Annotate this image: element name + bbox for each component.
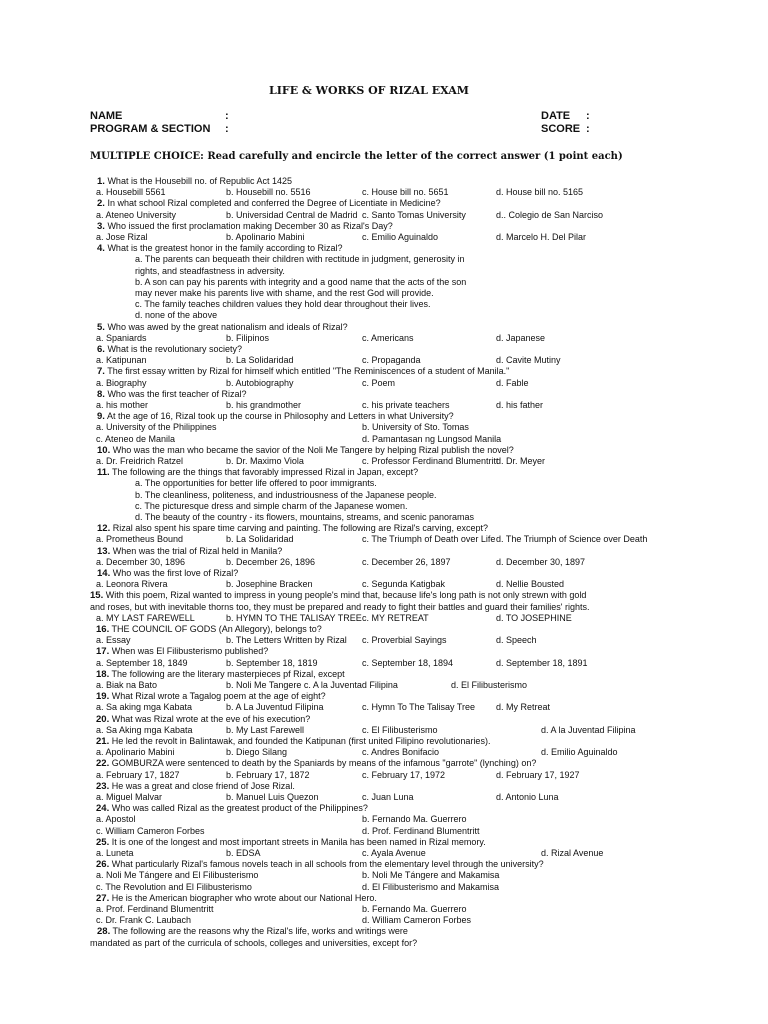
question-number: 13.	[97, 545, 111, 557]
answer-option: may never make his parents live with shame, and the rest God will provide.	[135, 288, 434, 298]
answer-option: b. September 18, 1819	[226, 657, 318, 668]
question-text: What is the greatest honor in the family according to Rizal?	[104, 243, 343, 254]
answer-option: a. Sa Aking mga Kabata	[96, 724, 193, 735]
answer-option: c. Emilio Aguinaldo	[362, 232, 439, 242]
question-stem	[96, 736, 490, 747]
answer-option: d. A la Juventad Filipina	[541, 724, 636, 735]
question-text: With this poem, Rizal wanted to impress in young people's mind that, because life's long path is not only strewn with gold	[103, 590, 587, 601]
answer-option: a. Dr. Freidrich Ratzel	[96, 456, 184, 466]
answer-option: a. Sa aking mga Kabata	[96, 702, 193, 713]
answer-option: c. The picturesque dress and simple charm of the Japanese women.	[135, 500, 408, 511]
question-text: The following are the reasons why the Rizal's life, works and writings were	[110, 926, 408, 937]
question-stem	[97, 221, 393, 232]
answer-option: a. The parents can bequeath their children with rectitude in judgment, generosity in	[135, 254, 465, 265]
question-text: The first essay written by Rizal for himself which entitled "The Reminiscences of a student of Manila."	[104, 366, 510, 377]
answer-option: a. Housebill 5561	[96, 187, 166, 198]
answer-option: c. Americans	[362, 332, 414, 343]
answer-option: a. Jose Rizal	[96, 232, 148, 242]
instructions: MULTIPLE CHOICE: Read carefully and encircle the letter of the correct answer (1 point each)	[90, 151, 623, 162]
answer-option: b. The cleanliness, politeness, and industriousness of the Japanese people.	[135, 489, 437, 500]
answer-option: a. The opportunities for better life offered to poor immigrants.	[135, 478, 377, 489]
question-stem	[97, 926, 408, 937]
question-stem	[97, 467, 418, 478]
answer-option: c. MY RETREAT	[362, 612, 429, 623]
answer-option: d. Dr. Meyer	[496, 456, 546, 466]
question-number: 21.	[96, 736, 110, 747]
score-label: SCORE	[541, 123, 581, 135]
answer-option: b. Dr. Maximo Viola	[226, 456, 304, 466]
answer-option: b. Noli Me Tangere c. A la Juventad Filipina	[226, 680, 398, 690]
question-stem	[97, 198, 441, 209]
question-stem	[96, 646, 268, 657]
answer-option: a. December 30, 1896	[96, 556, 186, 567]
question-text-continued: mandated as part of the curricula of schools, colleges and universities, except for?	[90, 937, 418, 948]
answer-option: b. Filipinos	[226, 332, 270, 343]
answer-option: b. A son can pay his parents with integrity and a good name that the acts of the son	[135, 276, 467, 287]
answer-option: d. Nellie Bousted	[496, 579, 565, 590]
answer-option: b. December 26, 1896	[226, 556, 316, 567]
answer-option: d. Japanese	[496, 332, 546, 343]
question-stem	[97, 322, 348, 333]
answer-option: a. University of the Philippines	[96, 422, 217, 433]
answer-option: b. My Last Farewell	[226, 724, 305, 735]
question-text: THE COUNCIL OF GODS (An Allegory), belongs to?	[109, 624, 322, 634]
question-number: 27.	[96, 892, 110, 904]
question-text: He led the revolt in Balintawak, and founded the Katipunan (first united Filipino revolutionaries).	[109, 736, 491, 746]
question-stem	[97, 344, 242, 355]
answer-option: d. El Filibusterismo and Makamisa	[362, 881, 500, 892]
answer-option: d. The beauty of the country - its flowers, mountains, streams, and scenic panoramas	[135, 512, 474, 522]
question-number: 10.	[97, 444, 111, 456]
answer-option: c. Poem	[362, 377, 396, 388]
answer-option: d. Prof. Ferdinand Blumentritt	[362, 825, 480, 836]
question-text: Who was awed by the great nationalism and ideals of Rizal?	[104, 321, 348, 332]
question-stem	[96, 781, 295, 792]
question-text: At the age of 16, Rizal took up the course in Philosophy and Letters in what University?	[104, 411, 454, 422]
question-number: 14.	[97, 568, 111, 579]
question-number: 23.	[96, 780, 110, 792]
question-text: What is the revolutionary society?	[104, 344, 242, 354]
question-number: 8.	[97, 388, 105, 400]
question-stem	[96, 837, 486, 848]
answer-option: c. Ateneo de Manila	[96, 433, 176, 444]
question-number: 4.	[97, 243, 105, 255]
score-colon: :	[586, 123, 590, 135]
answer-option: a. Apolinario Mabini	[96, 747, 175, 758]
answer-option: b. February 17, 1872	[226, 769, 310, 780]
answer-option: b. Fernando Ma. Guerrero	[362, 814, 467, 825]
answer-option: a. Noli Me Tángere and El Filibusterismo	[96, 870, 259, 881]
question-stem	[96, 859, 544, 870]
answer-option: a. Prof. Ferdinand Blumentritt	[96, 904, 214, 914]
answer-option: b. Apolinario Mabini	[226, 232, 305, 242]
answer-option: b. Autobiography	[226, 377, 294, 388]
answer-option: c. Segunda Katigbak	[362, 579, 446, 590]
question-text: The following are the literary masterpieces pf Rizal, except	[109, 668, 345, 679]
question-number: 5.	[97, 321, 105, 333]
answer-option: b. HYMN TO THE TALISAY TREE	[226, 612, 362, 623]
question-number: 25.	[96, 836, 110, 848]
answer-option: a. Miguel Malvar	[96, 792, 163, 802]
answer-option: d. Pamantasan ng Lungsod Manila	[362, 433, 502, 444]
answer-option: d. Antonio Luna	[496, 792, 559, 802]
answer-option: b. Josephine Bracken	[226, 579, 313, 590]
answer-option: d. February 17, 1927	[496, 769, 580, 780]
answer-option: b. La Solidaridad	[226, 534, 294, 545]
question-number: 9.	[97, 411, 105, 423]
question-stem	[96, 669, 345, 680]
question-text: Who was the man who became the savior of the Noli Me Tangere by helping Rizal publish the novel?	[110, 444, 514, 455]
answer-option: b. The Letters Written by Rizal	[226, 635, 347, 646]
question-stem	[97, 366, 509, 377]
answer-option: c. William Cameron Forbes	[96, 825, 205, 836]
answer-option: a. his mother	[96, 400, 149, 410]
answer-option: b. Manuel Luis Quezon	[226, 792, 319, 802]
answer-option: c. Professor Ferdinand Blumentritt	[362, 456, 499, 466]
answer-option: c. Propaganda	[362, 355, 421, 366]
answer-option: a. Katipunan	[96, 355, 147, 366]
answer-option: b. Noli Me Tángere and Makamisa	[362, 870, 500, 881]
date-label: DATE	[541, 110, 571, 122]
question-number: 15.	[90, 590, 104, 602]
answer-option: d. The Triumph of Science over Death	[496, 534, 648, 545]
question-text: What was Rizal wrote at the eve of his execution?	[109, 713, 311, 724]
question-text: In what school Rizal completed and conferred the Degree of Licentiate in Medicine?	[104, 198, 441, 209]
answer-option: b. his grandmother	[226, 400, 302, 410]
question-number: 18.	[96, 668, 110, 680]
answer-option: a. September 18, 1849	[96, 657, 188, 668]
answer-option: c. September 18, 1894	[362, 657, 454, 668]
answer-option: c. The Triumph of Death over Life	[362, 534, 496, 545]
answer-option: c. Proverbial Sayings	[362, 635, 447, 646]
answer-option: c. December 26, 1897	[362, 556, 451, 567]
question-text: Who issued the first proclamation making December 30 as Rizal's Day?	[104, 220, 393, 231]
question-number: 26.	[96, 859, 110, 871]
question-stem	[96, 624, 322, 635]
answer-option: c. Ayala Avenue	[362, 848, 426, 858]
answer-option: d. his father	[496, 400, 544, 410]
program-section-label: PROGRAM & SECTION	[90, 123, 211, 135]
question-number: 17.	[96, 646, 110, 658]
question-text: When was the trial of Rizal held in Manila?	[110, 545, 283, 556]
answer-option: d. Emilio Aguinaldo	[541, 747, 618, 758]
answer-option: d. TO JOSEPHINE	[496, 612, 572, 623]
answer-option: d. My Retreat	[496, 702, 551, 713]
question-text: He is the American biographer who wrote about our National Hero.	[109, 892, 377, 903]
answer-option: a. February 17, 1827	[96, 769, 180, 780]
answer-option: a. Biography	[96, 377, 147, 388]
question-stem	[97, 445, 514, 456]
answer-option: b. A La Juventud Filipina	[226, 702, 324, 713]
answer-option: c. El Filibusterismo	[362, 724, 438, 735]
answer-option: d. House bill no. 5165	[496, 187, 584, 198]
program-section-colon: :	[225, 123, 229, 135]
answer-option: c. The Revolution and El Filibusterismo	[96, 881, 252, 892]
answer-option: c. House bill no. 5651	[362, 187, 449, 198]
answer-option: b. Diego Silang	[226, 747, 288, 758]
name-label: NAME	[90, 110, 123, 122]
answer-option: a. Luneta	[96, 848, 134, 858]
question-stem	[96, 714, 310, 725]
answer-option: c. Andres Bonifacio	[362, 747, 440, 758]
question-text: What Rizal wrote a Tagalog poem at the age of eight?	[109, 691, 326, 702]
question-stem	[96, 893, 377, 904]
question-number: 6.	[97, 344, 105, 355]
question-stem	[97, 568, 238, 579]
answer-option: a. Essay	[96, 635, 131, 646]
answer-option: b. Housebill no. 5516	[226, 187, 311, 198]
question-stem	[97, 243, 343, 254]
question-number: 20.	[96, 713, 110, 725]
question-text: Who was the first teacher of Rizal?	[104, 388, 247, 399]
question-number: 3.	[97, 220, 105, 232]
answer-option: b. La Solidaridad	[226, 355, 294, 366]
question-stem	[96, 691, 326, 702]
question-text: When was El Filibusterismo published?	[109, 646, 269, 657]
question-stem	[97, 411, 454, 422]
answer-option: d.. Colegio de San Narciso	[496, 209, 604, 220]
question-text: He was a great and close friend of Jose Rizal.	[109, 780, 295, 791]
answer-option: a. Ateneo University	[96, 209, 177, 220]
answer-option: d. Cavite Mutiny	[496, 355, 561, 366]
question-number: 19.	[96, 691, 110, 703]
answer-option: d. Rizal Avenue	[541, 848, 604, 858]
date-colon: :	[586, 110, 590, 122]
question-text-continued: and roses, but with inevitable thorns too, they must be prepared and ready to fight their battles and guard their families' rights.	[90, 601, 590, 612]
question-stem	[97, 523, 488, 534]
answer-option: b. EDSA	[226, 848, 261, 858]
answer-option: a. Prometheus Bound	[96, 534, 184, 545]
question-number: 16.	[96, 624, 110, 635]
question-number: 22.	[96, 758, 110, 770]
answer-option: b. University of Sto. Tomas	[362, 422, 469, 433]
answer-option: a. MY LAST FAREWELL	[96, 612, 195, 623]
question-stem	[97, 176, 292, 187]
question-number: 12.	[97, 523, 111, 535]
answer-option: d. El Filibusterismo	[451, 680, 528, 690]
answer-option: a. Spaniards	[96, 332, 147, 343]
answer-option: d. December 30, 1897	[496, 556, 586, 567]
answer-option: c. February 17, 1972	[362, 769, 446, 780]
answer-option: a. Apostol	[96, 814, 136, 825]
answer-option: c. Juan Luna	[362, 792, 414, 802]
question-stem	[97, 389, 247, 400]
question-number: 1.	[97, 176, 105, 187]
answer-option: d. William Cameron Forbes	[362, 915, 472, 926]
question-text: It is one of the longest and most important streets in Manila has been named in Rizal memory.	[109, 836, 486, 847]
question-number: 7.	[97, 366, 105, 378]
question-text: What is the Housebill no. of Republic Act 1425	[104, 176, 293, 186]
question-number: 2.	[97, 198, 105, 210]
question-stem	[96, 758, 536, 769]
question-stem	[97, 546, 282, 557]
name-colon: :	[225, 110, 229, 122]
question-number: 28.	[97, 926, 111, 938]
question-number: 11.	[97, 467, 110, 479]
answer-option: b. Fernando Ma. Guerrero	[362, 904, 467, 914]
question-text: GOMBURZA were sentenced to death by the Spaniards by means of the infamous "garrote" (lynching) on?	[109, 758, 537, 769]
answer-option: c. Hymn To The Talisay Tree	[362, 702, 476, 713]
question-number: 24.	[96, 803, 110, 815]
question-text: Who was called Rizal as the greatest product of the Philippines?	[109, 803, 368, 814]
question-stem	[90, 590, 586, 601]
question-text: The following are the things that favorably impressed Rizal in Japan, except?	[109, 467, 419, 478]
answer-option: a. Leonora Rivera	[96, 579, 168, 590]
question-text: What particularly Rizal's famous novels teach in all schools from the elementary level through the university?	[109, 859, 544, 870]
answer-option: rights, and steadfastness in adversity.	[135, 265, 285, 276]
exam-title: LIFE & WORKS OF RIZAL EXAM	[269, 84, 469, 97]
answer-option: d. none of the above	[135, 310, 218, 321]
answer-option: b. Universidad Central de Madrid	[226, 209, 358, 220]
answer-option: c. The family teaches children values they hold dear throughout their lives.	[135, 299, 431, 310]
answer-option: c. Dr. Frank C. Laubach	[96, 915, 192, 926]
question-text: Rizal also spent his spare time carving and painting. The following are Rizal's carving, except?	[110, 523, 488, 534]
answer-option: c. his private teachers	[362, 400, 450, 410]
answer-option: d. Speech	[496, 635, 537, 646]
answer-option: d. Marcelo H. Del Pilar	[496, 232, 587, 242]
question-text: Who was the first love of Rizal?	[110, 568, 239, 578]
answer-option: d. Fable	[496, 377, 529, 388]
answer-option: c. Santo Tomas University	[362, 209, 466, 220]
question-stem	[96, 803, 368, 814]
answer-option: d. September 18, 1891	[496, 657, 588, 668]
answer-option: a. Biak na Bato	[96, 680, 158, 690]
